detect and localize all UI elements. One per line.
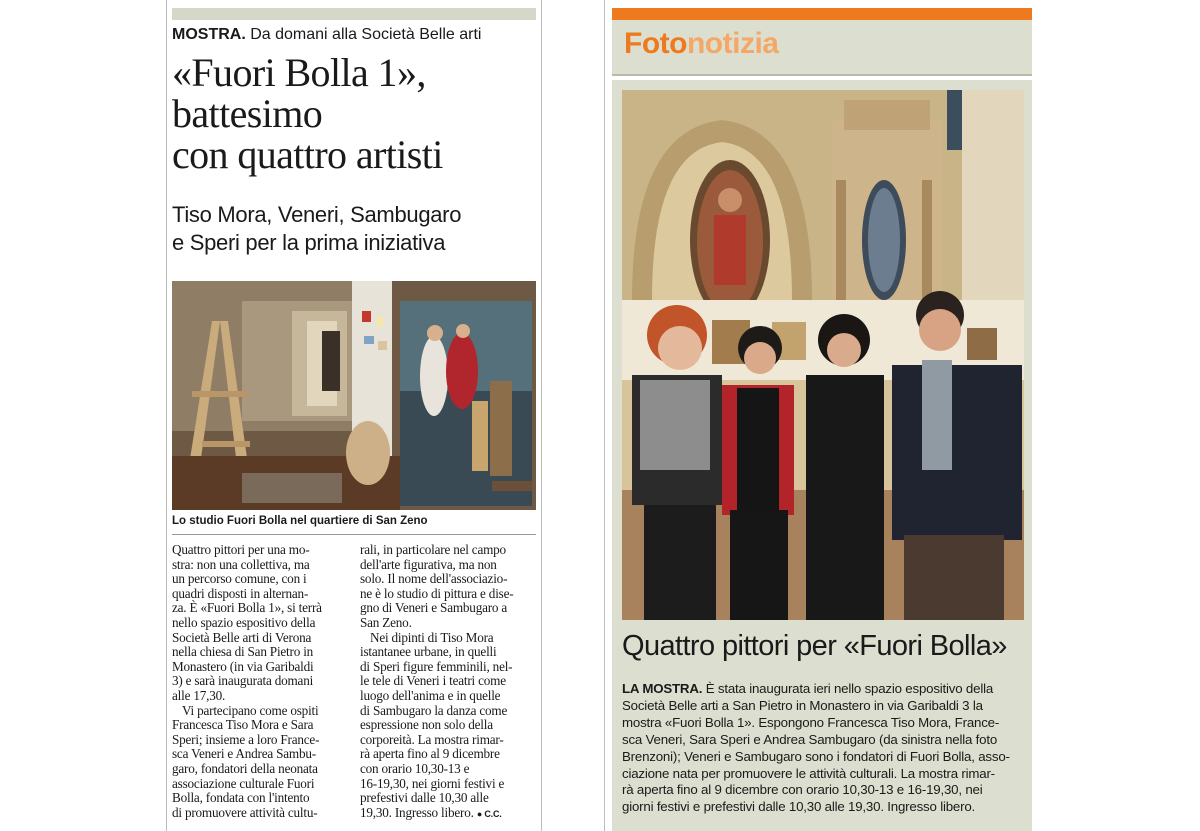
left-article: [166, 0, 542, 831]
body-line: di Speri figure femminili, nel-: [360, 658, 513, 674]
body-line: sca Veneri e Andrea Sambu-: [172, 746, 316, 762]
body-line: Vi partecipano come ospiti: [182, 702, 319, 718]
body-line: nella chiesa di San Pietro in: [172, 644, 314, 660]
subheadline: [172, 201, 461, 257]
body-line: dell'arte figurativa, ma non: [360, 556, 497, 572]
body-line: San Zeno.: [360, 614, 412, 630]
body-line: solo. Il nome dell'associazio-: [360, 571, 508, 587]
caption-line: Brenzoni); Veneri e Sambugaro sono i fondatori di Fuori Bolla, asso-: [622, 748, 1010, 764]
exhibition-photo: [622, 90, 1024, 620]
article-column-2: [360, 543, 534, 821]
right-article: [604, 0, 1034, 831]
body-line: za. È «Fuori Bolla 1», si terrà: [172, 600, 322, 616]
left-clipping-border-right: [541, 0, 542, 831]
article-column-1: [172, 543, 346, 820]
caption-label: LA MOSTRA.: [622, 681, 703, 696]
body-line: quadri disposti in alternan-: [172, 585, 309, 601]
headline: [172, 52, 443, 175]
right-clipping-border: [604, 0, 605, 831]
body-line: prefestivi dalle 10,30 alle: [360, 790, 489, 806]
body-line: espressione non solo della: [360, 717, 493, 733]
left-clipping-border: [166, 0, 167, 831]
photo-caption: Lo studio Fuori Bolla nel quartiere di San Zeno: [172, 515, 428, 527]
body-line: Nei dipinti di Tiso Mora: [370, 629, 494, 645]
body-line: associazione culturale Fuori: [172, 775, 315, 791]
caption-divider: [172, 534, 536, 535]
body-line: 3) e sarà inaugurata domani: [172, 673, 314, 689]
author-signature: ● C.C.: [476, 808, 502, 819]
studio-photo-image: [172, 281, 536, 510]
section-divider: [612, 74, 1032, 76]
body-line: un percorso comune, con i: [172, 571, 307, 587]
body-line: nello spazio espositivo della: [172, 614, 316, 630]
caption-line: Società Belle arti a San Pietro in Monastero in via Garibaldi 3 la: [622, 697, 983, 713]
photo-headline: Quattro pittori per «Fuori Bolla»: [622, 630, 1007, 662]
body-line: rali, in particolare nel campo: [360, 542, 506, 557]
caption-line: mostra «Fuori Bolla 1». Espongono Francesca Tiso Mora, France-: [622, 714, 1000, 730]
body-line: garo, fondatori della neonata: [172, 760, 318, 776]
subheadline-line: e Speri per la prima iniziativa: [172, 230, 446, 255]
body-line: rà aperta fino al 9 dicembre: [360, 746, 500, 762]
left-top-bar: [172, 8, 536, 20]
headline-line: «Fuori Bolla 1»,: [172, 50, 426, 95]
body-line: luogo dell'anima e in quelle: [360, 687, 501, 703]
body-line: 16-19,30, nei giorni festivi e: [360, 775, 505, 791]
body-line: Monastero (in via Garibaldi: [172, 658, 314, 674]
body-line: Società Belle arti di Verona: [172, 629, 312, 645]
headline-line: con quattro artisti: [172, 132, 443, 177]
caption-line: ciazione nata per promuovere le attività culturali. La mostra rimar-: [622, 765, 995, 781]
subheadline-line: Tiso Mora, Veneri, Sambugaro: [172, 202, 462, 227]
caption-first-line: [622, 681, 1010, 698]
body-line: Quattro pittori per una mo-: [172, 542, 310, 557]
exhibition-photo-image: [622, 90, 1024, 620]
headline-line: battesimo: [172, 91, 323, 136]
caption-line: giorni festivi e prefestivi dalle 10,30 alle 19,30. Ingresso libero.: [622, 799, 976, 815]
body-line: di Sambugaro la danza come: [360, 702, 508, 718]
kicker-text: Da domani alla Società Belle arti: [250, 26, 482, 43]
body-line: istantanee urbane, in quelli: [360, 644, 497, 660]
section-title-notizia: notizia: [686, 27, 779, 60]
studio-photo: [172, 281, 536, 510]
section-title: [624, 27, 778, 61]
caption-lead: È stata inaugurata ieri nello spazio espositivo della: [702, 681, 994, 696]
body-line: gno di Veneri e Sambugaro a: [360, 600, 508, 616]
body-line: ne è lo studio di pittura e dise-: [360, 585, 514, 601]
body-line-end: 19,30. Ingresso libero.: [360, 804, 474, 820]
orange-top-bar: [612, 8, 1032, 20]
caption-line: rà aperta fino al 9 dicembre con orario 10,30-13 e 16-19,30, nei: [622, 782, 983, 798]
body-line: corporeità. La mostra rimar-: [360, 731, 504, 747]
body-line: stra: non una collettiva, ma: [172, 556, 310, 572]
body-line: di promuovere attività cultu-: [172, 804, 318, 820]
body-line: alle 17,30.: [172, 687, 226, 703]
caption-line: sca Veneri, Sara Speri e Andrea Sambugaro (da sinistra nella foto: [622, 731, 998, 747]
body-line: Speri; insieme a loro France-: [172, 731, 320, 747]
body-line: Francesca Tiso Mora e Sara: [172, 717, 314, 733]
section-title-foto: Foto: [624, 27, 687, 60]
body-line: le tele di Veneri i teatri come: [360, 673, 506, 689]
body-line: Bolla, fondata con l'intento: [172, 790, 310, 806]
kicker-label: MOSTRA.: [172, 26, 246, 43]
body-line: con orario 10,30-13 e: [360, 760, 470, 776]
photo-caption-text: [622, 681, 1010, 816]
body-line-last: [360, 806, 534, 822]
kicker: [172, 26, 481, 44]
